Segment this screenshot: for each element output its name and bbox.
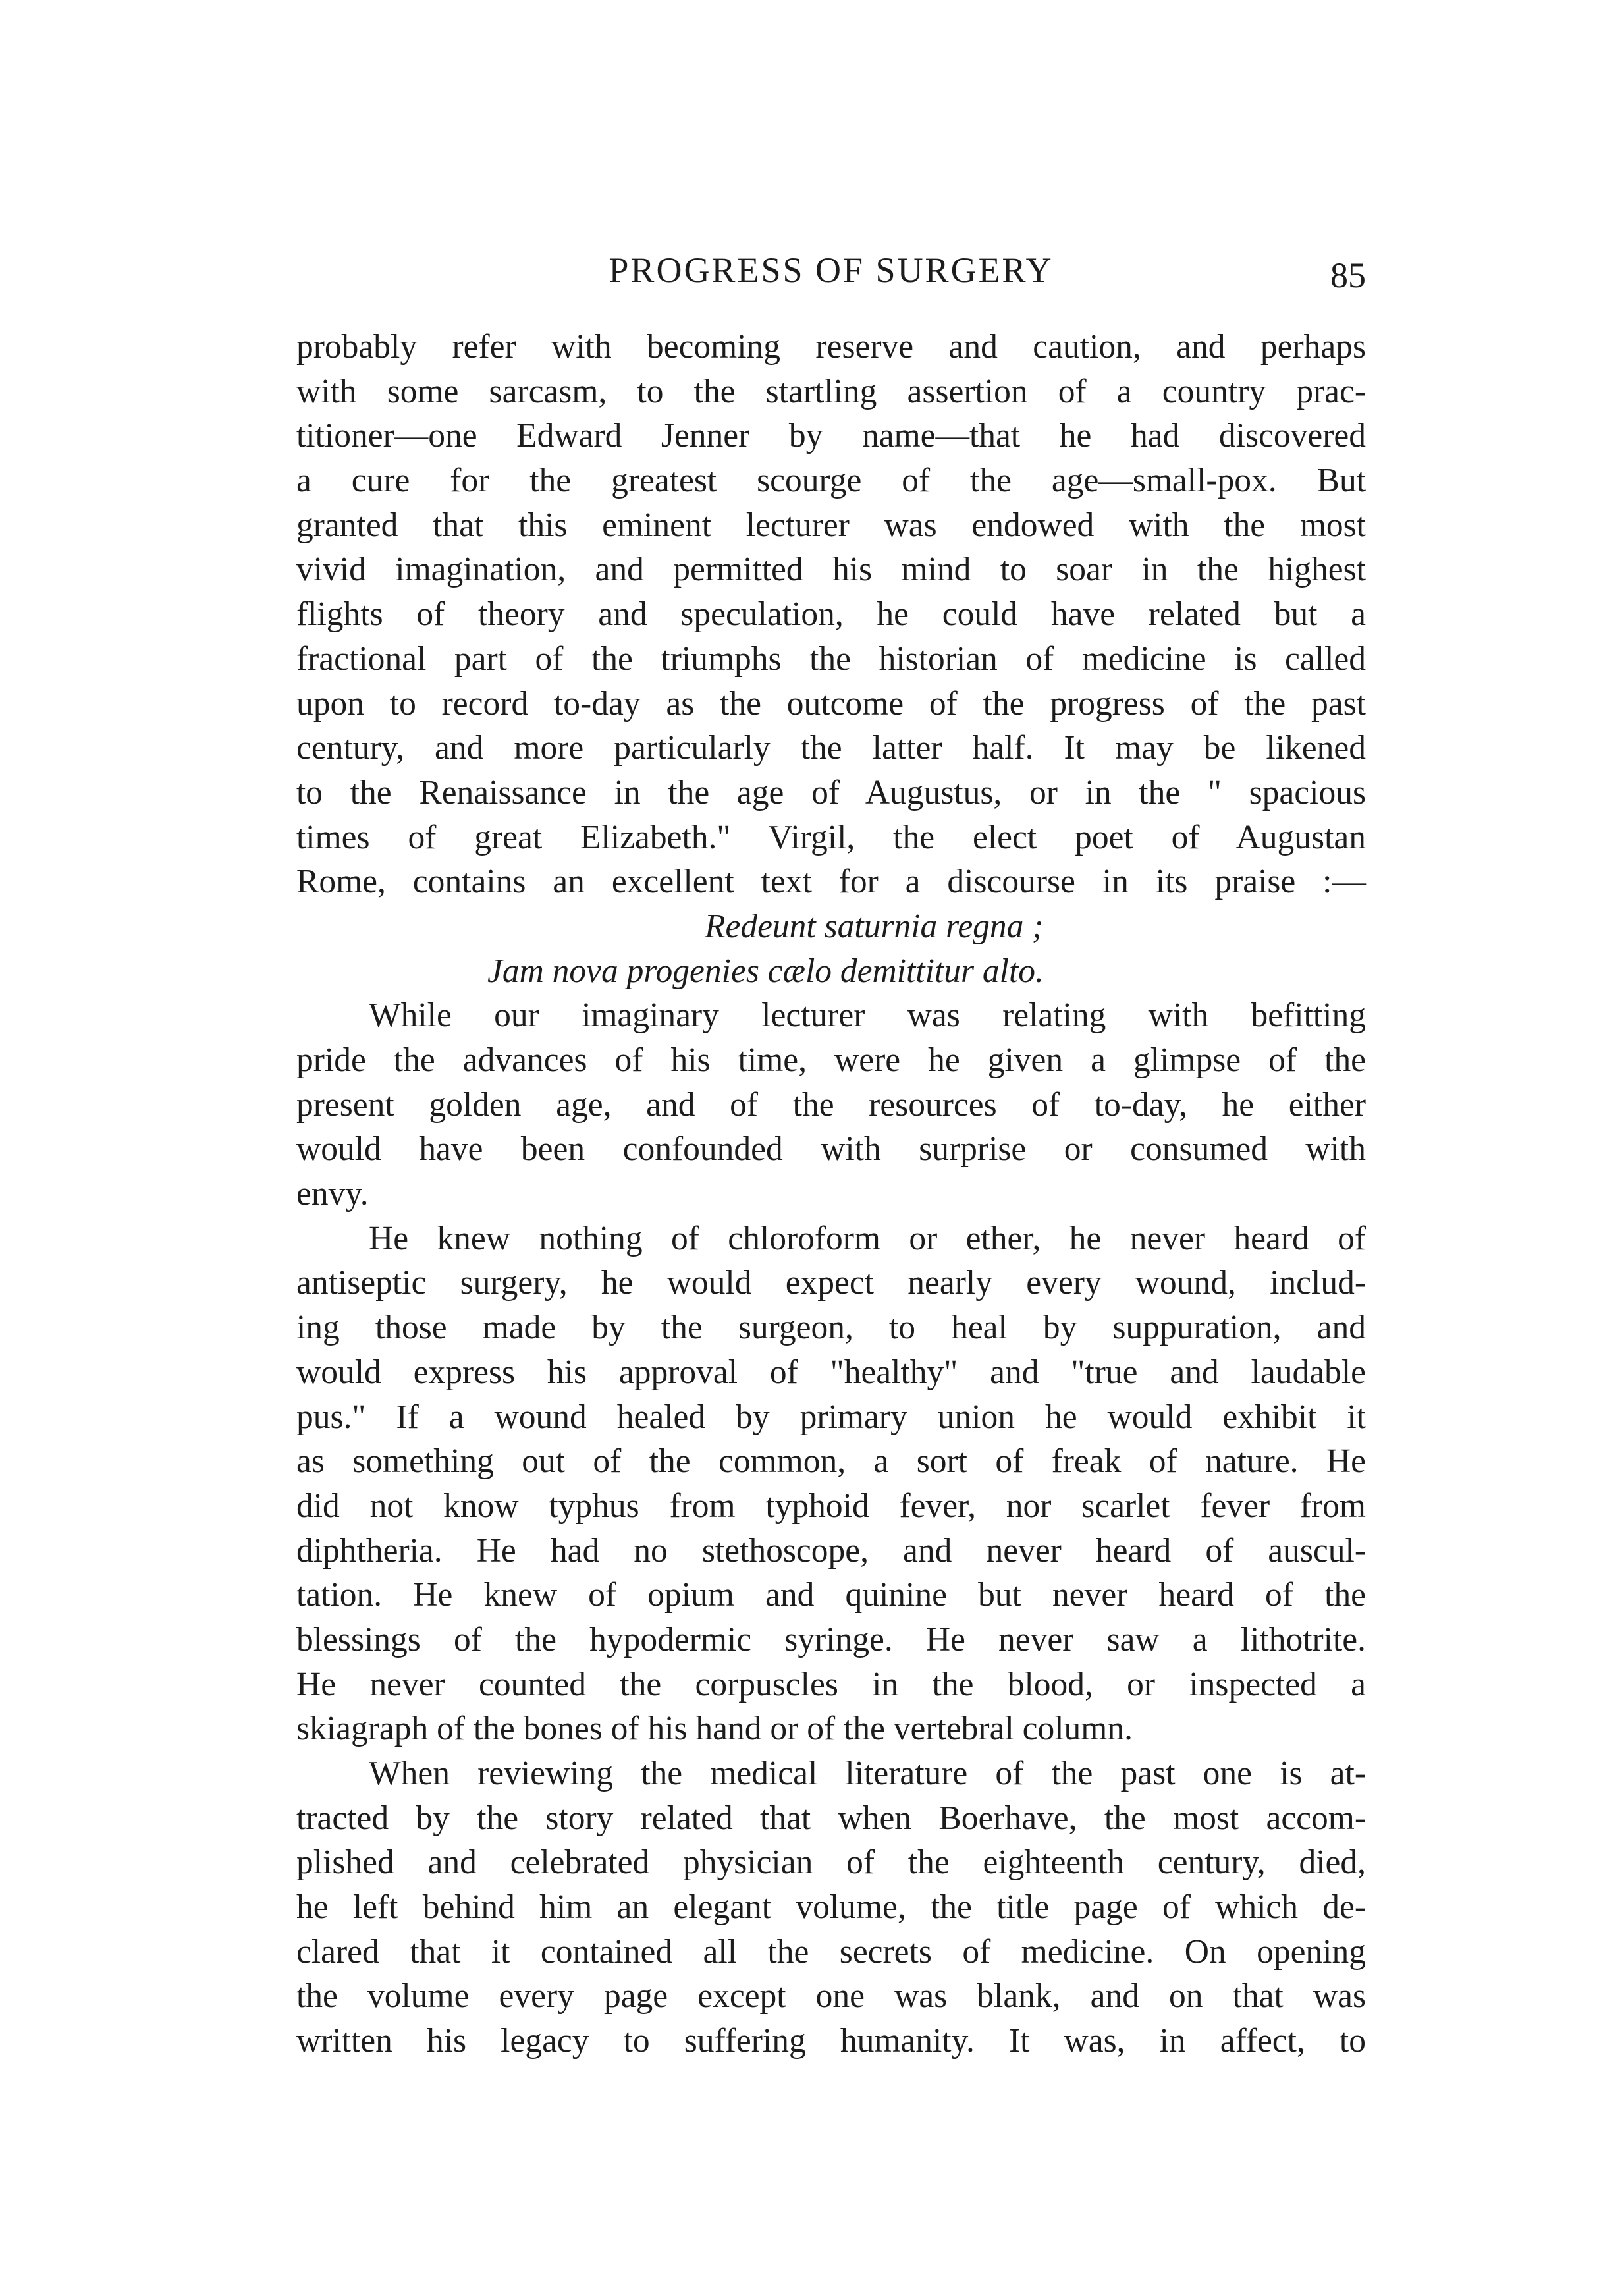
- text-line: present golden age, and of the resources of to-day, he either: [296, 1085, 1366, 1124]
- paragraph-last-line: envy.: [296, 1175, 369, 1213]
- text-line: He never counted the corpuscles in the blood, or inspected a: [296, 1665, 1366, 1703]
- text-line: diphtheria. He had no stethoscope, and never heard of auscul-: [296, 1531, 1366, 1570]
- text-line: antiseptic surgery, he would expect nearly every wound, includ-: [296, 1264, 1366, 1302]
- text-line: to the Renaissance in the age of Augustus, or in the " spacious: [296, 773, 1366, 811]
- text-line: granted that this eminent lecturer was endowed with the most: [296, 506, 1366, 544]
- text-line: flights of theory and speculation, he could have related but a: [296, 595, 1366, 634]
- text-line: upon to record to-day as the outcome of the progress of the past: [296, 684, 1366, 723]
- paragraph-first-line: He knew nothing of chloroform or ether, he never heard of: [369, 1219, 1366, 1257]
- paragraph-last-line: skiagraph of the bones of his hand or of the vertebral column.: [296, 1710, 1133, 1748]
- running-title: PROGRESS OF SURGERY: [609, 250, 1054, 290]
- text-line: ing those made by the surgeon, to heal by suppuration, and: [296, 1309, 1366, 1347]
- text-line: he left behind him an elegant volume, the title page of which de-: [296, 1888, 1366, 1927]
- text-line: clared that it contained all the secrets of medicine. On opening: [296, 1932, 1366, 1971]
- text-line: fractional part of the triumphs the historian of medicine is called: [296, 640, 1366, 678]
- text-line: Rome, contains an excellent text for a discourse in its praise :—: [296, 863, 1366, 901]
- text-line: written his legacy to suffering humanity. It was, in affect, to: [296, 2022, 1366, 2060]
- paragraph-first-line: While our imaginary lecturer was relating with befitting: [369, 997, 1366, 1035]
- text-line: titioner—one Edward Jenner by name—that he had discovered: [296, 417, 1366, 455]
- text-line: would have been confounded with surprise or consumed with: [296, 1130, 1366, 1168]
- paragraph-first-line: When reviewing the medical literature of the past one is at-: [369, 1755, 1366, 1792]
- text-line: tation. He knew of opium and quinine but never heard of the: [296, 1576, 1366, 1614]
- text-line: probably refer with becoming reserve and caution, and perhaps: [296, 328, 1366, 366]
- text-line: pus." If a wound healed by primary union he would exhibit it: [296, 1398, 1366, 1436]
- text-line: century, and more particularly the latter half. It may be likened: [296, 729, 1366, 767]
- text-line: as something out of the common, a sort of freak of nature. He: [296, 1442, 1366, 1481]
- running-head: [296, 244, 1366, 296]
- text-line: the volume every page except one was blank, and on that was: [296, 1977, 1366, 2015]
- text-line: blessings of the hypodermic syringe. He never saw a lithotrite.: [296, 1620, 1366, 1658]
- text-line: would express his approval of "healthy" and "true and laudable: [296, 1353, 1366, 1391]
- text-line: vivid imagination, and permitted his mind to soar in the highest: [296, 551, 1366, 589]
- text-line: did not know typhus from typhoid fever, nor scarlet fever from: [296, 1487, 1366, 1525]
- text-line: plished and celebrated physician of the eighteenth century, died,: [296, 1844, 1366, 1882]
- text-line: times of great Elizabeth." Virgil, the elect poet of Augustan: [296, 818, 1366, 856]
- text-line: with some sarcasm, to the startling assertion of a country prac-: [296, 372, 1366, 410]
- latin-verse-line: Redeunt saturnia regna ;: [705, 907, 1044, 945]
- page-number: 85: [1330, 256, 1366, 295]
- latin-verse-line: Jam nova progenies cælo demittitur alto.: [487, 952, 1044, 990]
- text-line: a cure for the greatest scourge of the age—small-pox. But: [296, 462, 1366, 500]
- text-line: pride the advances of his time, were he given a glimpse of the: [296, 1041, 1366, 1079]
- text-line: tracted by the story related that when Boerhave, the most accom-: [296, 1799, 1366, 1837]
- body-text: [296, 325, 1366, 2064]
